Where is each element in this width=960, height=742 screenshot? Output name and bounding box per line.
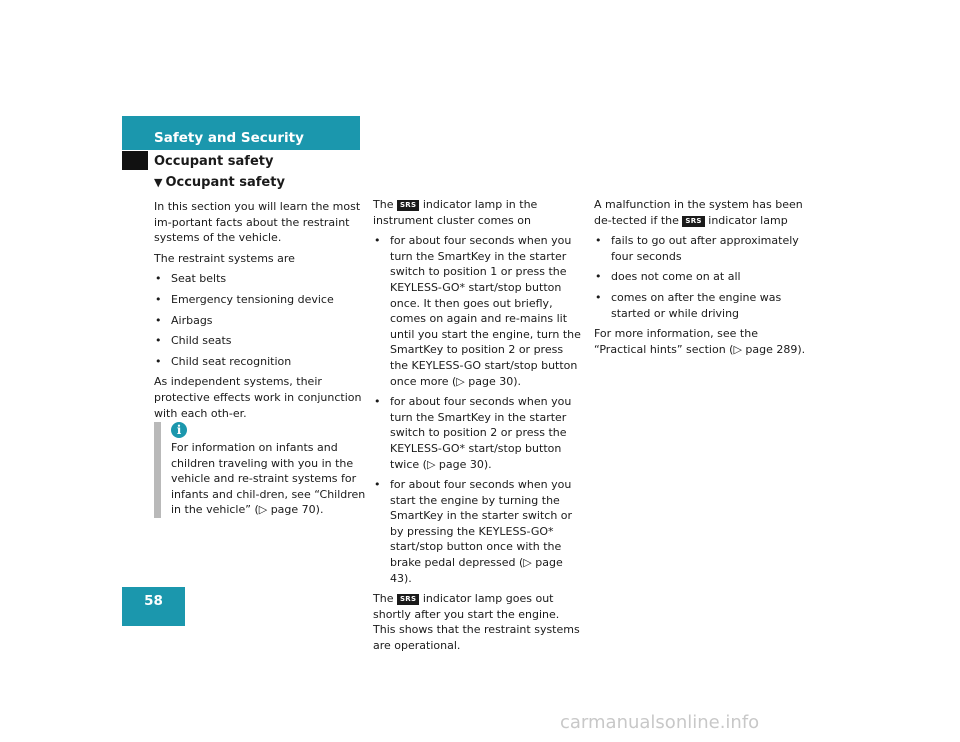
lamp-lead-paragraph: The SRS indicator lamp in the instrument cluster comes on <box>373 198 538 227</box>
bullet-icon: • <box>595 270 602 284</box>
closing-paragraph: As independent systems, their protective effects work in conjunction with each oth-er. <box>154 375 362 420</box>
triangle-marker-icon: ▼ <box>154 176 163 189</box>
page-number: 58 <box>144 593 163 609</box>
srs-indicator-icon: SRS <box>682 216 704 227</box>
info-icon: i <box>171 422 187 438</box>
list-item: • for about four seconds when you start the engine by turning the SmartKey in the starter switch or by pressing the KEYLESS-GO* start/stop button once with the brake pedal depressed (▷ page 43). <box>374 478 573 585</box>
bullet-icon: • <box>155 292 162 306</box>
column-1 <box>154 199 366 426</box>
watermark: carmanualsonline.info <box>560 712 760 733</box>
info-text: For information on infants and children traveling with you in the vehicle and re-straint systems for infants and chil-dren, see “Children in the vehicle” (▷ page 70). <box>171 441 366 517</box>
list-intro: The restraint systems are <box>154 251 295 265</box>
lamp-on-list <box>373 233 581 586</box>
bullet-icon: • <box>595 290 602 304</box>
section-title: Safety and Security <box>154 130 304 146</box>
info-box <box>154 422 364 518</box>
srs-indicator-icon: SRS <box>397 594 419 605</box>
bullet-icon: • <box>374 234 381 248</box>
list-item: • Seat belts <box>155 272 227 286</box>
header-tab-marker <box>122 151 148 170</box>
list-item: • does not come on at all <box>595 270 741 284</box>
bullet-icon: • <box>155 313 162 327</box>
list-item: • Child seats <box>155 334 232 348</box>
section-heading <box>154 174 285 191</box>
subheader: Occupant safety <box>154 154 274 169</box>
malfunction-lead-paragraph: A malfunction in the system has been de-tected if the SRS indicator lamp <box>594 198 803 227</box>
list-item: • fails to go out after approximately four seconds <box>595 234 799 263</box>
bullet-icon: • <box>595 234 602 248</box>
bullet-icon: • <box>155 334 162 348</box>
list-item: • for about four seconds when you turn the SmartKey in the starter switch to position 2 or press the KEYLESS-GO* start/stop button twice (▷ page 30). <box>374 395 572 471</box>
bullet-icon: • <box>155 354 162 368</box>
bullet-icon: • <box>374 478 381 492</box>
restraint-list <box>154 271 366 369</box>
malfunction-list <box>594 233 806 321</box>
bullet-icon: • <box>155 272 162 286</box>
lamp-off-paragraph: The SRS indicator lamp goes out shortly after you start the engine. This shows that the restraint systems are operational. <box>373 592 580 653</box>
column-2 <box>373 197 581 659</box>
list-item: • Airbags <box>155 313 213 327</box>
info-bar <box>154 422 161 518</box>
more-info-paragraph: For more information, see the “Practical hints” section (▷ page 289). <box>594 327 806 356</box>
bullet-icon: • <box>374 395 381 409</box>
heading-text: Occupant safety <box>165 175 285 190</box>
srs-indicator-icon: SRS <box>397 200 419 211</box>
list-item: • comes on after the engine was started or while driving <box>595 290 782 320</box>
column-3 <box>594 197 806 362</box>
list-item: • Emergency tensioning device <box>155 292 334 306</box>
list-item: • for about four seconds when you turn the SmartKey in the starter switch to position 1 or press the KEYLESS-GO* start/stop button once. It then goes out briefly, comes on again and re-mains lit until you start the engine, turn the SmartKey to position 2 or press the KEYLESS-GO start/stop button once more (▷ page 30). <box>374 234 581 388</box>
list-item: • Child seat recognition <box>155 354 292 368</box>
intro-paragraph: In this section you will learn the most im-portant facts about the restraint systems of the vehicle. <box>154 200 361 245</box>
